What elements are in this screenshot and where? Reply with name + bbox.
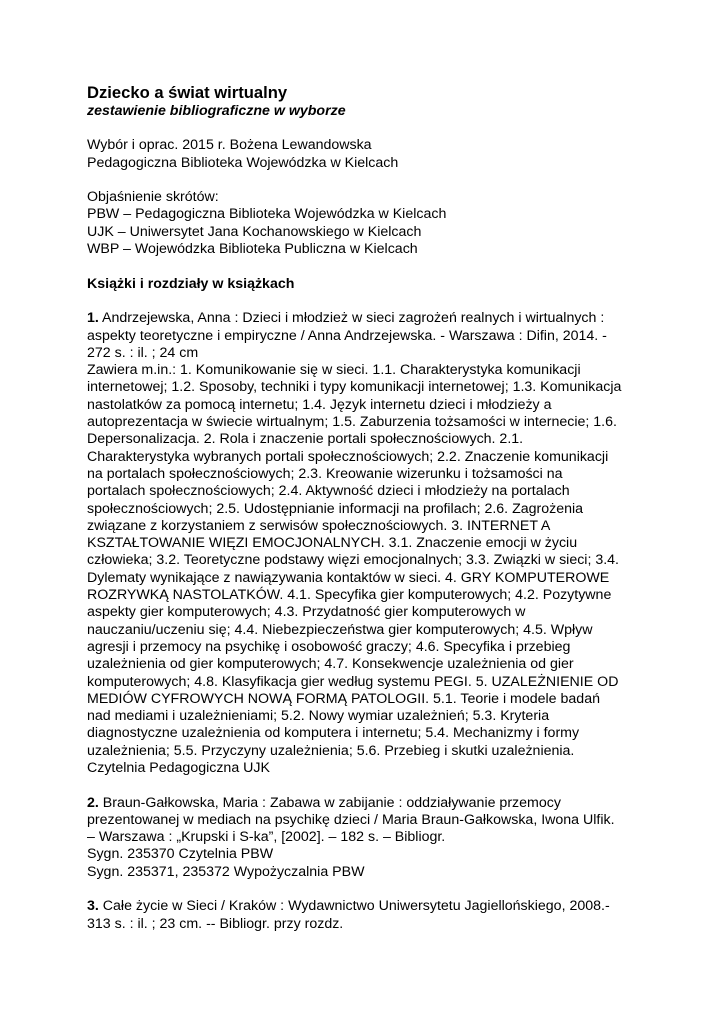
author-block bbox=[87, 137, 647, 172]
entry-number: 1. bbox=[87, 310, 99, 327]
entry-line: nauczaniu/uczeniu się; 4.4. Niebezpieczeństwa gier komputerowych; 4.5. Wpływ bbox=[87, 621, 593, 638]
entry-text: Braun-Gałkowska, Maria : Zabawa w zabijanie : oddziaływanie przemocy bbox=[98, 794, 561, 811]
abbreviation-item: UJK – Uniwersytet Jana Kochanowskiego w Kielcach bbox=[87, 223, 422, 240]
entry-line: prezentowanej w mediach na psychikę dzieci / Maria Braun-Gałkowska, Iwona Ulfik. bbox=[87, 811, 615, 828]
entry-line bbox=[87, 310, 647, 327]
entry-line: 272 s. : il. ; 24 cm bbox=[87, 344, 199, 361]
entry-line: uzależnienia od gier komputerowych; 4.7. Konsekwencje uzależnienia od gier bbox=[87, 656, 574, 673]
entry-line: na portalach społecznościowych; 2.3. Kreowanie wizerunku i tożsamości na bbox=[87, 465, 563, 482]
entry-line: – Warszawa : „Krupski i S-ka”, [2002]. – 182 s. – Bibliogr. bbox=[87, 829, 446, 846]
section-heading: Książki i rozdziały w książkach bbox=[87, 275, 295, 292]
entry-line: nastolatków za pomocą internetu; 1.4. Język internetu dzieci i młodzieży a bbox=[87, 396, 552, 413]
entry-line: Dylematy wynikające z nawiązywania kontaktów w sieci. 4. GRY KOMPUTEROWE bbox=[87, 569, 610, 586]
entry-line: nad mediami i uzależnieniami; 5.2. Nowy wymiar uzależnień; 5.3. Kryteria bbox=[87, 708, 550, 725]
entry-line: ROZRYWKĄ NASTOLATKÓW. 4.1. Specyfika gier komputerowych; 4.2. Pozytywne bbox=[87, 587, 612, 604]
entry-line: aspekty gier komputerowych; 4.3. Przydatność gier komputerowych w bbox=[87, 604, 526, 621]
author-line: Wybór i oprac. 2015 r. Bożena Lewandowska bbox=[87, 137, 372, 154]
abbreviation-item: PBW – Pedagogiczna Biblioteka Wojewódzka w Kielcach bbox=[87, 206, 447, 223]
bibliography-entry bbox=[87, 795, 647, 881]
entry-line: Charakterystyka wybranych portali społecznościowych; 2.2. Znaczenie komunikacji bbox=[87, 448, 609, 465]
entry-line: KSZTAŁTOWANIE WIĘZI EMOCJONALNYCH. 3.1. Znaczenie emocji w życiu bbox=[87, 535, 578, 552]
entry-line: Zawiera m.in.: 1. Komunikowanie się w sieci. 1.1. Charakterystyka komunikacji bbox=[87, 362, 581, 379]
entry-line: MEDIÓW CYFROWYCH NOWĄ FORMĄ PATOLOGII. 5.1. Teorie i modele badań bbox=[87, 690, 600, 707]
abbreviations-heading: Objaśnienie skrótów: bbox=[87, 189, 219, 206]
document-page bbox=[87, 83, 647, 950]
entry-line: Czytelnia Pedagogiczna UJK bbox=[87, 759, 270, 776]
entry-line: aspekty teoretyczne i empiryczne / Anna Andrzejewska. - Warszawa : Difin, 2014. - bbox=[87, 327, 607, 344]
document-title: Dziecko a świat wirtualny bbox=[87, 83, 288, 102]
entry-line: społecznościowych; 2.5. Udostępnianie informacji na profilach; 2.6. Zagrożenia bbox=[87, 500, 584, 517]
entry-line: Sygn. 235370 Czytelnia PBW bbox=[87, 846, 274, 863]
entry-line: człowieka; 3.2. Teoretyczne podstawy więzi emocjonalnych; 3.3. Związki w sieci; 3.4. bbox=[87, 552, 620, 569]
entry-text: Andrzejewska, Anna : Dzieci i młodzież w sieci zagrożeń realnych i wirtualnych : bbox=[98, 310, 605, 327]
entry-line: Sygn. 235371, 235372 Wypożyczalnia PBW bbox=[87, 863, 365, 880]
entry-line: Depersonalizacja. 2. Rola i znaczenie portali społecznościowych. 2.1. bbox=[87, 431, 524, 448]
abbreviations-block bbox=[87, 189, 647, 258]
entry-line: 313 s. : il. ; 23 cm. -- Bibliogr. przy rozdz. bbox=[87, 915, 344, 932]
entry-line: portalach społecznościowych; 2.4. Aktywność dzieci i młodzieży na portalach bbox=[87, 483, 570, 500]
document-subtitle: zestawienie bibliograficzne w wyborze bbox=[87, 103, 346, 119]
entry-line bbox=[87, 795, 647, 812]
institution-line: Pedagogiczna Biblioteka Wojewódzka w Kielcach bbox=[87, 154, 399, 171]
entry-text: Całe życie w Sieci / Kraków : Wydawnictwo Uniwersytetu Jagiellońskiego, 2008.- bbox=[98, 898, 610, 915]
entry-line: internetowej; 1.2. Sposoby, techniki i typy komunikacji internetowej; 1.3. Komunikacja bbox=[87, 379, 622, 396]
abbreviation-item: WBP – Wojewódzka Biblioteka Publiczna w Kielcach bbox=[87, 241, 418, 258]
entry-number: 3. bbox=[87, 898, 99, 915]
entry-line: agresji i przemocy na psychikę i osobowość graczy; 4.6. Specyfika i przebieg bbox=[87, 638, 571, 655]
entry-line bbox=[87, 898, 647, 915]
entry-line: związane z korzystaniem z serwisów społecznościowych. 3. INTERNET A bbox=[87, 517, 551, 534]
bibliography-entries bbox=[87, 310, 647, 933]
entry-line: autoprezentacja w świecie wirtualnym; 1.5. Zaburzenia tożsamości w internecie; 1.6. bbox=[87, 414, 617, 431]
entry-number: 2. bbox=[87, 794, 99, 811]
bibliography-entry bbox=[87, 898, 647, 933]
entry-line: uzależnienia; 5.5. Przyczyny uzależnienia; 5.6. Przebieg i skutki uzależnienia. bbox=[87, 742, 575, 759]
entry-line: diagnostyczne uzależnienia od komputera i internetu; 5.4. Mechanizmy i formy bbox=[87, 725, 580, 742]
bibliography-entry bbox=[87, 310, 647, 777]
entry-line: komputerowych; 4.8. Klasyfikacja gier według systemu PEGI. 5. UZALEŻNIENIE OD bbox=[87, 673, 619, 690]
